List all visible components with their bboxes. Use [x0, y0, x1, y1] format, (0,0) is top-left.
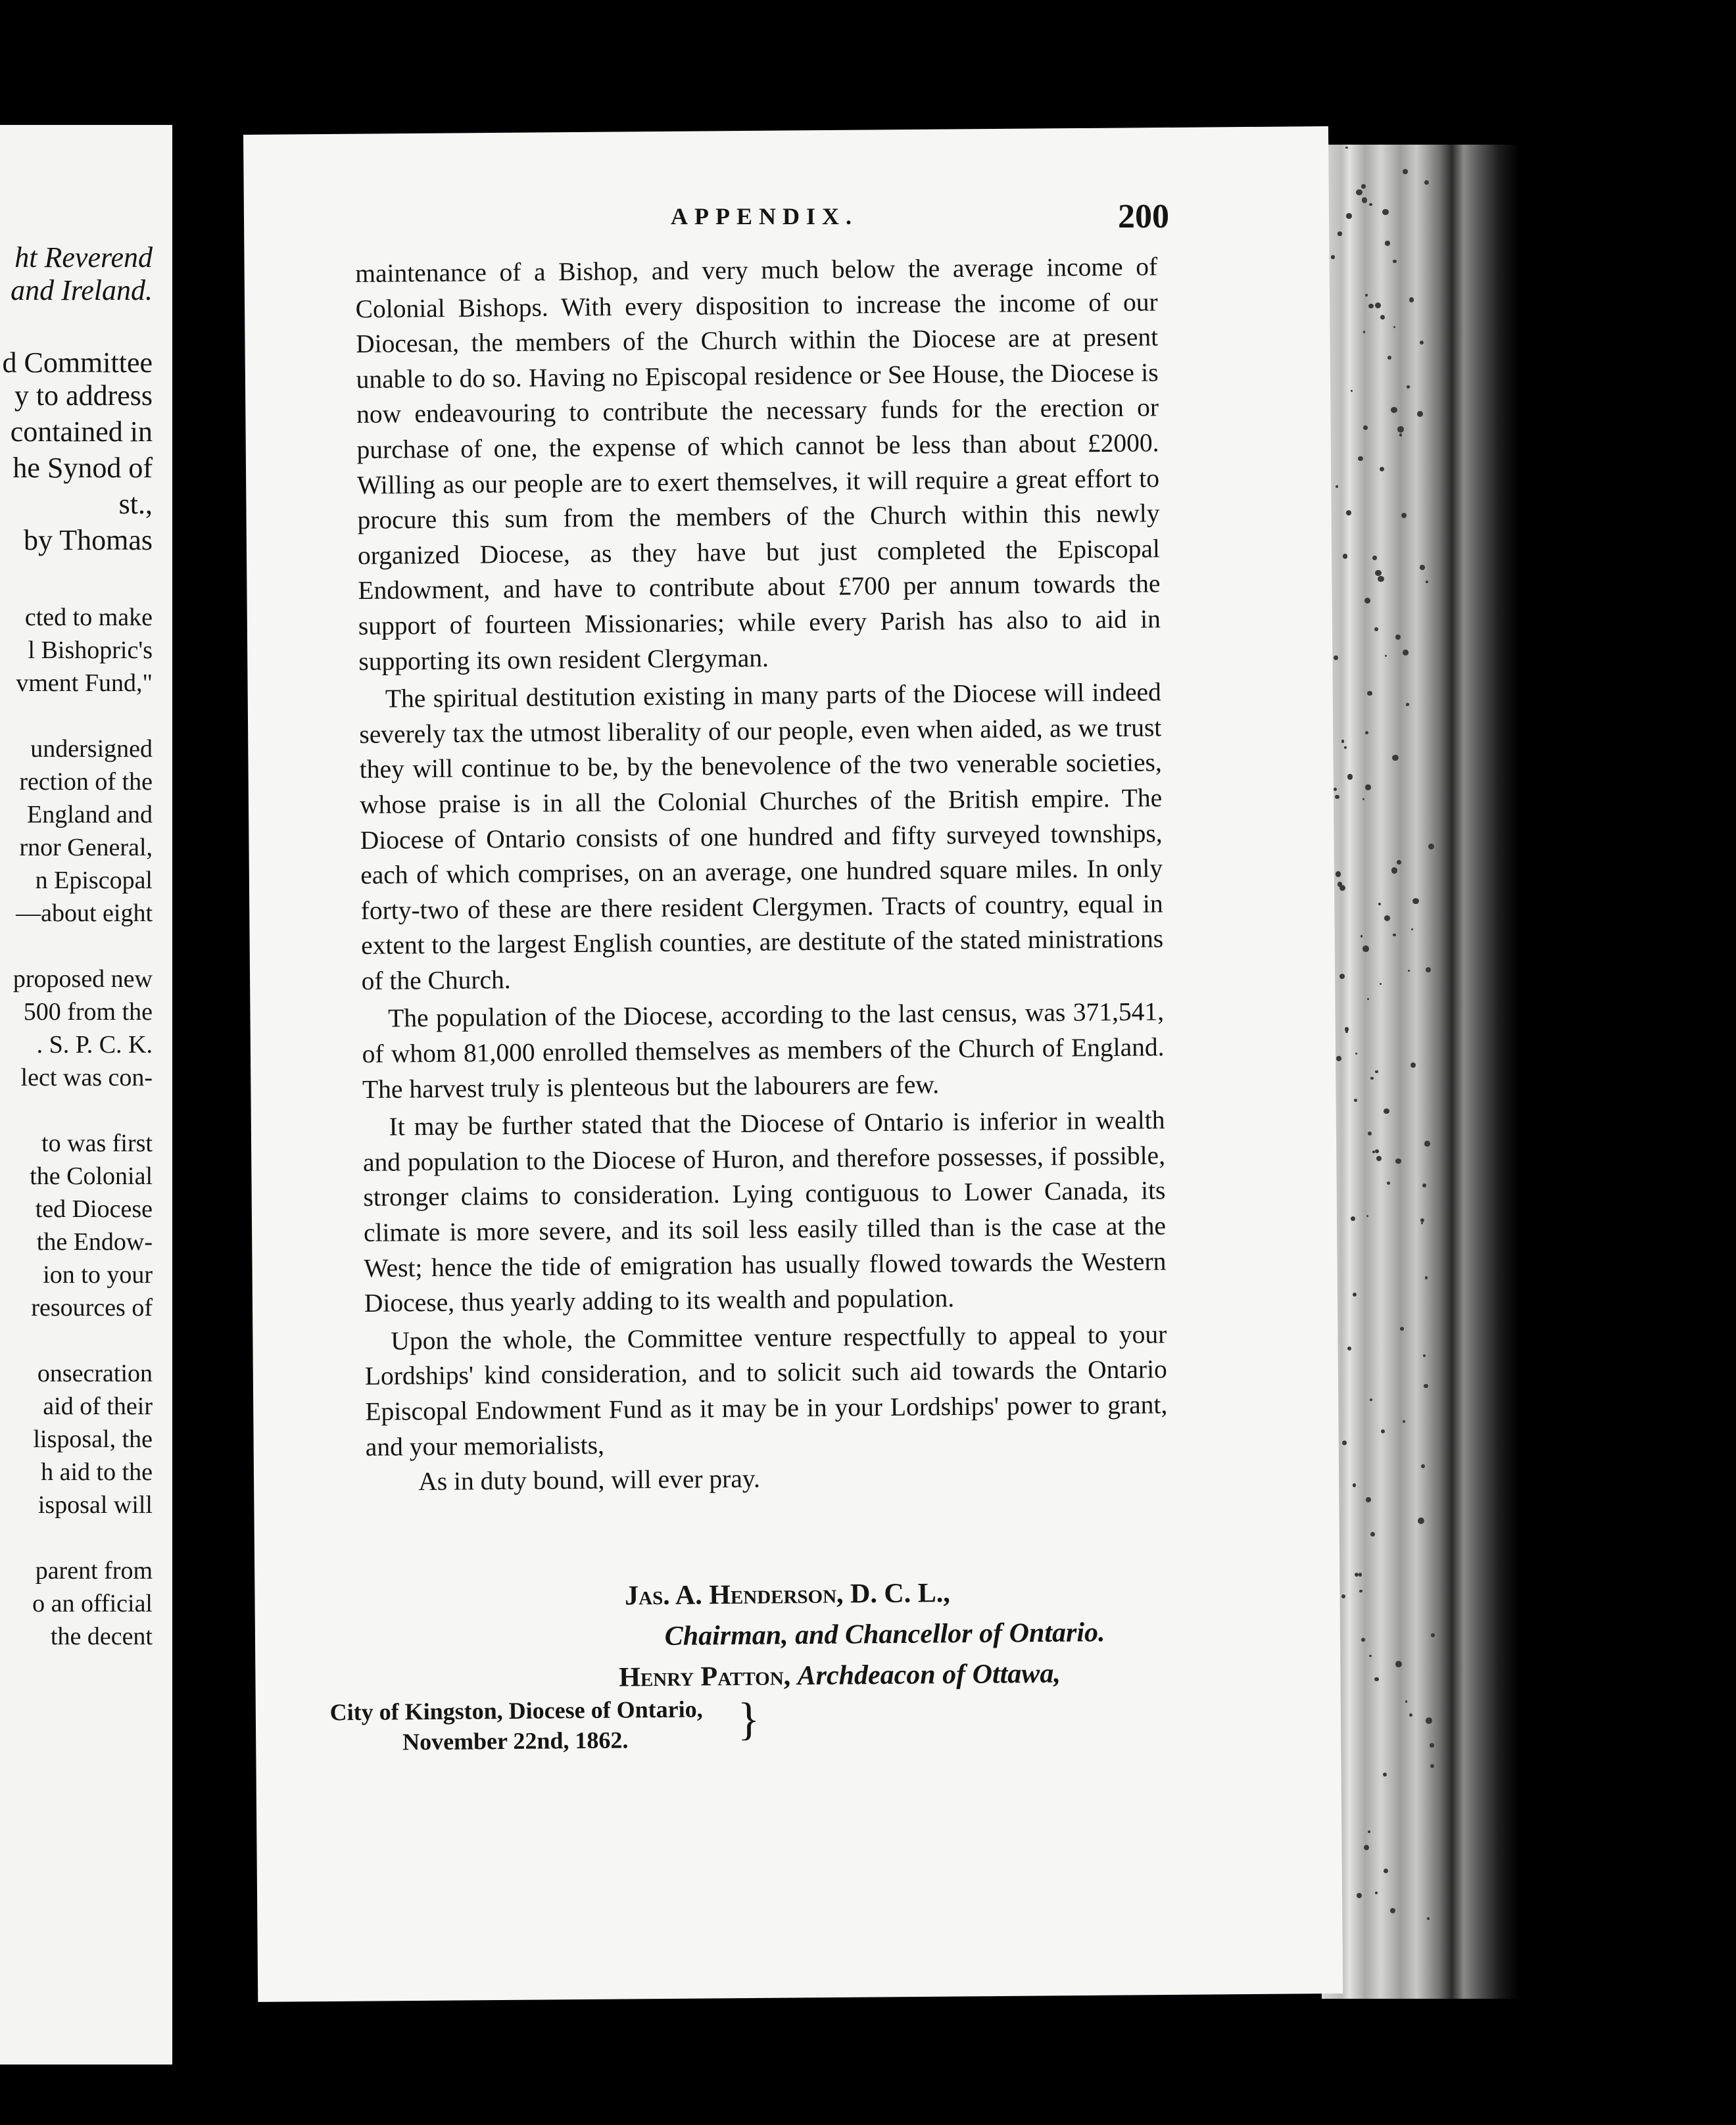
paper-speck [1380, 315, 1386, 320]
paper-speck [1364, 598, 1370, 604]
paper-speck [1346, 510, 1351, 515]
left-page-line: England and [26, 801, 153, 828]
paper-speck [1365, 731, 1368, 734]
paper-speck [1363, 331, 1366, 333]
paper-speck [1338, 231, 1341, 235]
paper-speck [1375, 1149, 1379, 1153]
paper-speck [1385, 655, 1387, 657]
paper-speck [1407, 385, 1410, 389]
paper-speck [1426, 967, 1431, 972]
paper-speck [1380, 467, 1384, 471]
place-line: City of Kingston, Diocese of Ontario, [329, 1696, 703, 1726]
paper-speck [1355, 1573, 1359, 1577]
left-page-line: n Episcopal [35, 867, 153, 894]
left-page-line: resources of [31, 1294, 153, 1322]
left-page-line: st., [118, 488, 153, 520]
paper-speck [1403, 1420, 1405, 1423]
paper-speck [1363, 425, 1368, 430]
paper-speck [1420, 565, 1425, 570]
paper-speck [1359, 1573, 1362, 1577]
left-page-line: . S. P. C. K. [36, 1031, 153, 1059]
paper-speck [1375, 570, 1382, 577]
paper-speck [1397, 860, 1401, 865]
closing-line: As in duty bound, will ever pray. [418, 1464, 761, 1496]
book-fore-edge [1322, 145, 1519, 1999]
paper-speck [1422, 1183, 1426, 1187]
left-page-line: the decent [50, 1623, 153, 1650]
paper-speck [1403, 169, 1408, 174]
left-page-line: he Synod of [12, 452, 153, 484]
paper-speck [1342, 1441, 1347, 1445]
paper-speck [1357, 1893, 1362, 1898]
paper-speck [1362, 197, 1367, 203]
paper-speck [1331, 255, 1334, 258]
paper-speck [1385, 241, 1389, 245]
paper-speck [1366, 1215, 1368, 1217]
paper-speck [1361, 935, 1363, 938]
paper-speck [1381, 1429, 1385, 1433]
paper-speck [1372, 556, 1376, 560]
paper-speck [1418, 1517, 1424, 1524]
paper-speck [1409, 1713, 1412, 1717]
paper-speck [1397, 426, 1404, 433]
paper-speck [1346, 213, 1352, 219]
left-page-line: rection of the [19, 768, 153, 796]
paper-speck [1365, 784, 1370, 790]
paper-speck [1344, 746, 1347, 749]
paragraph: The spiritual destitution existing in many parts of the Diocese will indeed severely tax the utmost liberality of our people, even when aided, as we trust they will continue to be, by the benevolence of the two venerable societies, whose praise is in all the Colonial Churches of the British empire. The Diocese of Ontario consists of one hundred and fifty surveyed townships, each of which comprises, on an average, one hundred square miles. In only forty-two of these are there resident Clergymen. Tracts of country, equal in extent to the largest English counties, are destitute of the stated ministrations of the Church. [359, 677, 1164, 995]
paper-speck [1411, 928, 1413, 930]
paper-speck [1368, 1132, 1372, 1135]
paper-speck [1395, 1158, 1401, 1164]
left-page-line: y to address [14, 379, 153, 412]
paper-speck [1368, 1830, 1370, 1833]
signature-henderson-title [665, 1619, 1105, 1650]
left-page-line: aid of their [43, 1393, 153, 1420]
running-head-title: APPENDIX. [671, 203, 858, 229]
paper-speck [1378, 903, 1381, 905]
paper-speck [1343, 554, 1348, 559]
paper-speck [1380, 983, 1382, 985]
paper-speck [1431, 1633, 1434, 1636]
left-page-line: h aid to the [41, 1458, 153, 1486]
paper-speck [1359, 1590, 1362, 1593]
paper-speck [1421, 1222, 1424, 1225]
left-page-line: to was first [41, 1130, 153, 1157]
paper-speck [1353, 1483, 1356, 1487]
left-page-line: by Thomas [24, 524, 153, 556]
signature-henderson [625, 1579, 950, 1610]
paper-speck [1428, 844, 1434, 849]
paper-speck [1395, 634, 1401, 640]
paper-speck [1387, 1182, 1390, 1185]
paper-speck [1427, 1917, 1429, 1919]
left-page-line: and Ireland. [11, 274, 153, 306]
page-number: 200 [1118, 198, 1169, 235]
paper-speck [1424, 1141, 1430, 1147]
paper-speck [1391, 867, 1397, 873]
left-page-line: undersigned [30, 735, 153, 763]
paper-speck [1374, 1677, 1378, 1681]
paper-speck [1374, 627, 1378, 631]
left-page-line: onsecration [37, 1360, 153, 1387]
paper-speck [1412, 898, 1419, 905]
paper-speck [1370, 1077, 1374, 1080]
paper-speck [1384, 1109, 1389, 1114]
paper-speck [1375, 1070, 1378, 1074]
paper-speck [1376, 1156, 1382, 1161]
paper-speck [1367, 691, 1372, 696]
left-page-line: the Colonial [30, 1162, 153, 1190]
left-page-line: 500 from the [23, 998, 153, 1026]
paper-speck [1426, 581, 1428, 583]
signature-name: Jas. A. Henderson, D. C. L., [624, 1578, 950, 1612]
paragraph: It may be further stated that the Diocese of Ontario is inferior in wealth and population to the Diocese of Huron, and therefore possesses, if possible, stronger claims to consideration. Lying contiguous to Lower Canada, its climate is more severe, and its soil less easily tilled than is the case at the West; hence the tide of emigration has usually flowed towards the Western Diocese, thus yearly adding to its wealth and population. [362, 1105, 1167, 1318]
paper-speck [1339, 974, 1345, 979]
signature-title: Chairman, and Chancellor of Ontario. [664, 1617, 1105, 1652]
paper-speck [1335, 795, 1339, 799]
paper-speck [1368, 304, 1373, 308]
paper-speck [1403, 650, 1409, 656]
paper-speck [1405, 1700, 1408, 1703]
left-page-line: d Committee [2, 346, 153, 379]
paper-speck [1393, 326, 1395, 328]
left-page-line: ion to your [43, 1261, 153, 1289]
paper-speck [1345, 1027, 1349, 1031]
paper-speck [1358, 456, 1363, 462]
paper-speck [1408, 970, 1410, 972]
paper-speck [1382, 209, 1389, 216]
paper-speck [1370, 1532, 1375, 1537]
paper-speck [1393, 260, 1396, 263]
date-line: November 22nd, 1862. [402, 1727, 629, 1755]
paper-speck [1421, 1464, 1425, 1468]
paper-speck [1375, 302, 1381, 308]
paper-speck [1356, 189, 1362, 195]
left-page-line: ht Reverend [14, 241, 153, 274]
paper-speck [1336, 871, 1341, 876]
paper-speck [1345, 147, 1348, 149]
paper-speck [1362, 945, 1369, 952]
paper-speck [1339, 885, 1345, 891]
left-page-line: rnor General, [19, 834, 153, 861]
left-page-line: the Endow- [36, 1228, 153, 1256]
paragraph: The population of the Diocese, according to the last census, was 371,541, of whom 81,000 enrolled themselves as members of the Church of England. The harvest truly is plenteous but the labourers are few. [362, 997, 1165, 1104]
left-page-line: contained in [10, 416, 153, 448]
paper-speck [1417, 411, 1423, 417]
paper-speck [1423, 1354, 1426, 1357]
paper-speck [1392, 755, 1399, 761]
paper-speck [1424, 1384, 1428, 1388]
body-text [355, 249, 1168, 1500]
left-page-line: parent from [35, 1557, 153, 1585]
paper-speck [1362, 798, 1364, 800]
paper-speck [1365, 294, 1368, 297]
paper-speck [1355, 1053, 1357, 1055]
left-page-line: isposal will [37, 1491, 153, 1519]
paper-speck [1426, 1717, 1432, 1724]
paper-speck [1406, 703, 1409, 706]
paper-speck [1384, 1869, 1388, 1873]
paper-speck [1399, 433, 1403, 437]
paper-speck [1351, 1216, 1355, 1221]
paper-speck [1336, 1056, 1341, 1061]
paper-speck [1395, 1661, 1402, 1667]
left-page-line: proposed new [12, 965, 153, 993]
left-page-line: cted to make [24, 604, 153, 631]
paper-speck [1347, 1347, 1351, 1350]
left-page-line: l Bishopric's [28, 636, 153, 664]
paper-speck [1383, 1773, 1387, 1777]
paper-speck [1420, 1218, 1424, 1222]
paper-speck [1391, 407, 1397, 414]
paper-speck [1353, 1293, 1357, 1297]
paper-speck [1409, 297, 1414, 302]
paper-speck [1387, 356, 1391, 360]
paper-speck [1425, 1276, 1428, 1279]
paper-speck [1410, 1062, 1416, 1068]
left-page-line: lect was con- [20, 1064, 153, 1091]
paragraph: Upon the whole, the Committee venture respectfully to appeal to your Lordships' kind consideration, and to solicit such aid towards the Ontario Episcopal Endowment Fund as it may be in your Lordships' power to grant, and your memorialists, [364, 1320, 1168, 1462]
left-page-line: ted Diocese [35, 1195, 153, 1223]
paper-speck [1430, 1743, 1435, 1748]
paper-speck [1384, 915, 1390, 921]
signature-title: Archdeacon of Ottawa, [797, 1658, 1061, 1692]
paragraph: maintenance of a Bishop, and very much below the average income of Colonial Bishops. With every disposition to increase the income of our Diocesan, the members of the Church within the Diocese are at present unable to do so. Having no Episcopal residence or See House, the Diocese is now endeavouring to contribute the necessary funds for the erection or purchase of one, the expense of which cannot be less than about £2000. Willing as our people are to exert themselves, it will require a great effort to procure this sum from the members of the Church within this newly organized Diocese, as they have but just completed the Episcopal Endowment, and have to contribute about £700 per annum towards the support of fourteen Missionaries; while every Parish has also to aid in supporting its own resident Clergyman. [355, 252, 1161, 676]
paper-speck [1361, 184, 1366, 189]
paper-speck [1334, 788, 1337, 791]
paper-speck [1400, 1327, 1404, 1331]
brace-glyph: } [737, 1694, 760, 1745]
paper-speck [1366, 1497, 1371, 1502]
left-page-line: —about eight [16, 899, 153, 927]
paper-speck [1424, 180, 1429, 185]
left-page-line: o an official [32, 1590, 153, 1617]
paper-speck [1341, 740, 1345, 743]
paper-speck [1361, 1638, 1365, 1642]
signature-name: Henry Patton, [619, 1661, 791, 1693]
left-page-line: vment Fund," [16, 669, 153, 697]
signature-patton [619, 1660, 1061, 1692]
left-page-line: lisposal, the [33, 1425, 153, 1453]
paper-speck [1336, 485, 1338, 488]
running-head [421, 198, 1169, 242]
paper-speck [1367, 998, 1369, 1000]
paper-speck [1375, 1892, 1378, 1894]
paper-speck [1393, 934, 1396, 937]
paper-speck [1390, 1908, 1395, 1913]
paper-speck [1347, 774, 1353, 780]
paper-speck [1369, 1655, 1372, 1658]
paper-speck [1430, 1764, 1434, 1768]
paper-speck [1370, 1398, 1373, 1402]
paper-speck [1341, 1594, 1345, 1598]
paper-speck [1369, 203, 1372, 206]
left-facing-page [0, 125, 172, 2065]
paper-speck [1334, 656, 1338, 659]
paper-speck [1351, 390, 1353, 393]
paper-speck [1401, 513, 1407, 518]
paper-speck [1420, 341, 1424, 345]
paper-speck [1378, 576, 1384, 582]
paper-speck [1364, 1845, 1369, 1850]
paper-speck [1354, 1099, 1357, 1102]
